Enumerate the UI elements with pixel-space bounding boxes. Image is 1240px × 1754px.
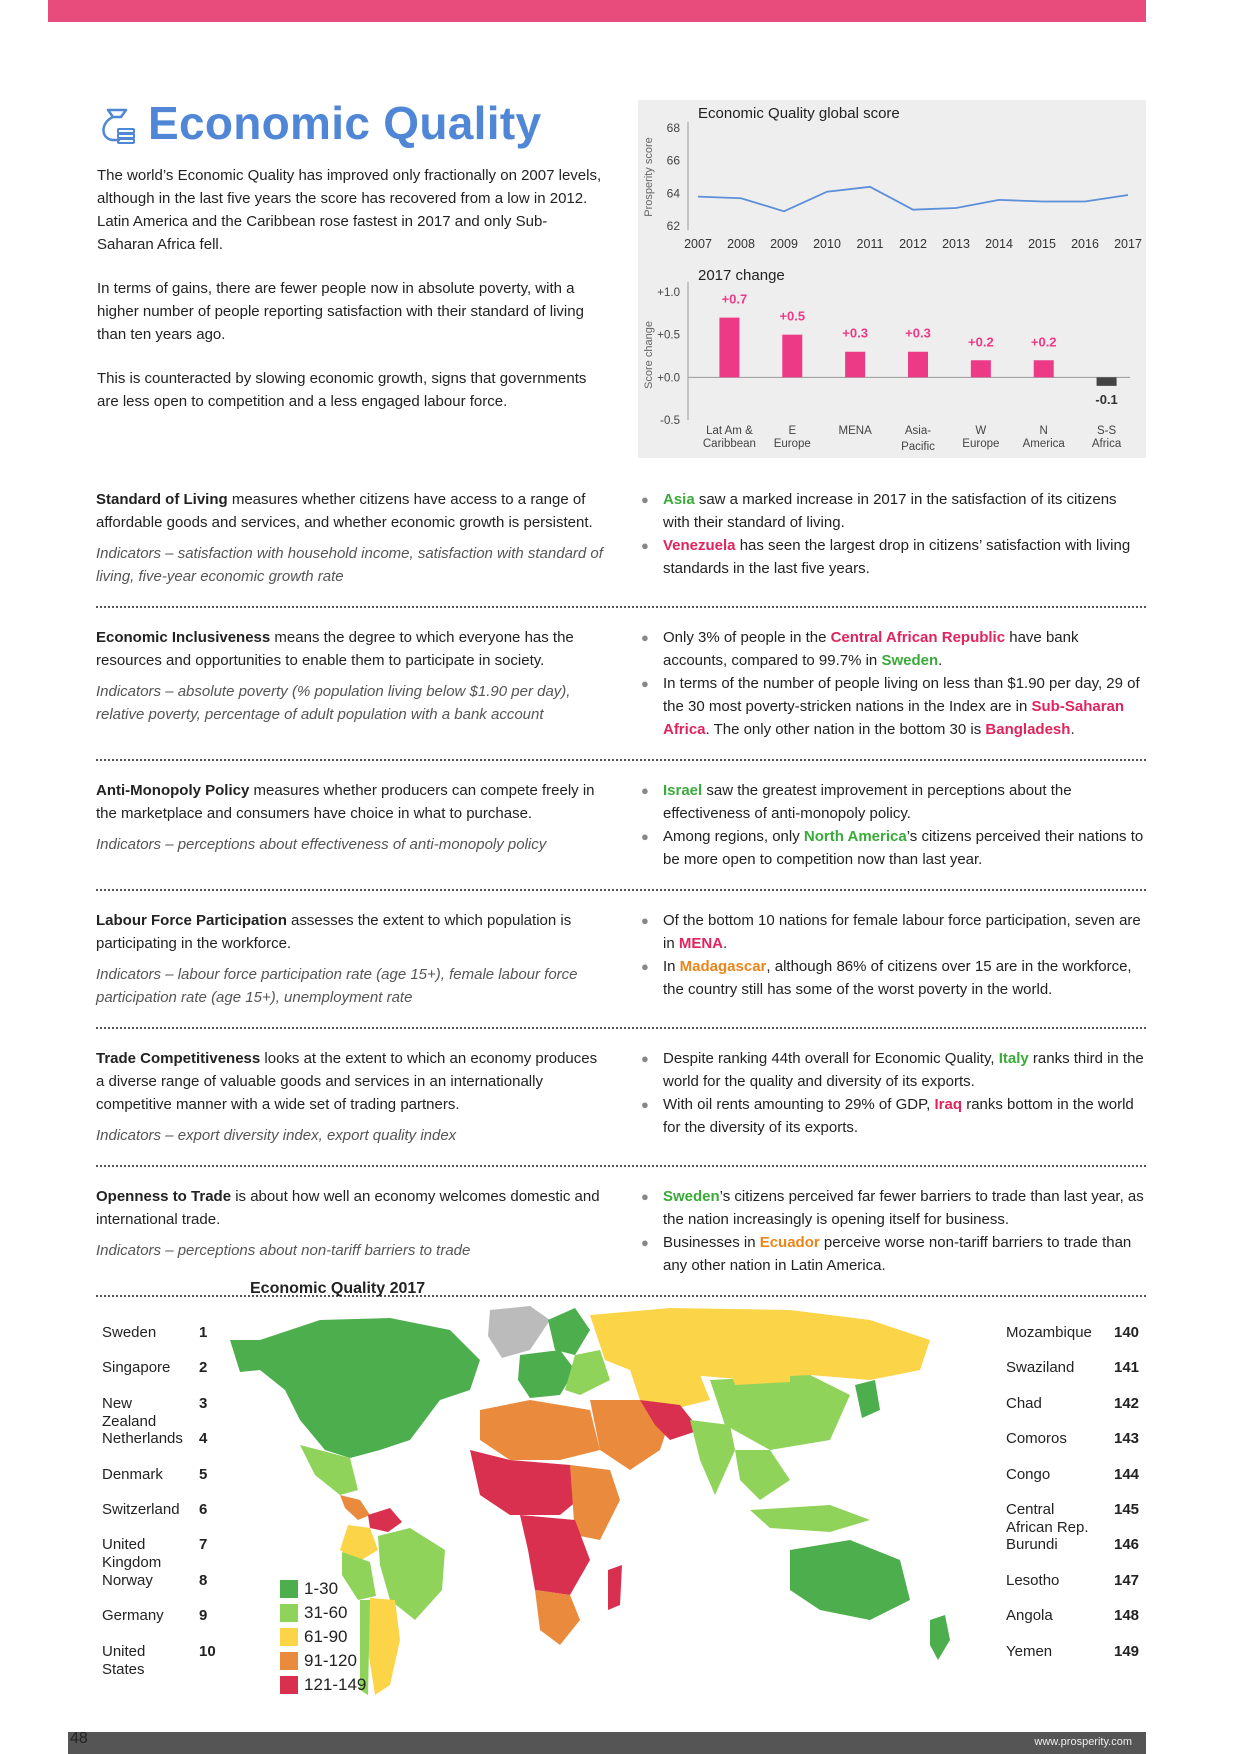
section-name: Anti-Monopoly Policy bbox=[96, 782, 250, 799]
ranking-row bbox=[1006, 1536, 1146, 1554]
bar-chart-category-label: Pacific bbox=[901, 441, 935, 453]
bullet-icon: ● bbox=[640, 538, 649, 553]
bar-chart-data-label: +0.5 bbox=[779, 308, 806, 324]
bullet-text bbox=[663, 825, 1146, 871]
legend-item bbox=[280, 1625, 390, 1649]
ranking-row bbox=[102, 1324, 222, 1342]
section-description bbox=[96, 909, 605, 1009]
money-bag-icon bbox=[96, 102, 138, 144]
legend-swatch bbox=[280, 1580, 298, 1598]
ranking-country: Mozambique bbox=[1006, 1324, 1092, 1341]
section-indicators: Indicators – perceptions about non-tariff barriers to trade bbox=[96, 1242, 471, 1259]
section-bullets bbox=[641, 626, 1146, 741]
bullet-rest: saw the greatest improvement in perceptions about the effectiveness of anti-monopoly policy. bbox=[662, 782, 1072, 822]
section-description bbox=[96, 488, 605, 588]
top-color-bar bbox=[48, 0, 1146, 22]
bar-chart-data-label: -0.1 bbox=[1095, 391, 1118, 407]
page-number: 48 bbox=[70, 1730, 88, 1747]
ranking-country: Congo bbox=[1006, 1465, 1051, 1483]
bullet-item bbox=[641, 1231, 1146, 1277]
intro-text bbox=[97, 164, 603, 434]
section-row bbox=[96, 1047, 1146, 1167]
line-chart-ytick: 64 bbox=[666, 186, 680, 201]
section-indicators: Indicators – absolute poverty (% population living below $1.90 per day), relative poverty, percentage of adult population with a bank account bbox=[96, 683, 571, 723]
bar-chart-bar bbox=[845, 352, 865, 378]
bullet-pre: In bbox=[662, 958, 680, 975]
section-text bbox=[96, 488, 605, 534]
bullet-rest: . bbox=[938, 652, 943, 669]
bar-chart-bar bbox=[1034, 360, 1054, 377]
bullet-text bbox=[663, 779, 1146, 825]
ranking-number: 7 bbox=[199, 1536, 208, 1554]
bullet-text bbox=[663, 909, 1146, 955]
legend-item bbox=[280, 1673, 390, 1697]
ranking-number: 141 bbox=[1114, 1359, 1140, 1377]
legend-label: 61-90 bbox=[304, 1627, 348, 1646]
bar-chart-category-label: Europe bbox=[773, 438, 811, 450]
bar-chart-bar bbox=[971, 360, 991, 377]
ranking-number: 140 bbox=[1114, 1324, 1140, 1341]
map-region-venezuela bbox=[368, 1508, 402, 1532]
section-bullets bbox=[641, 1185, 1146, 1277]
bullet-rest: ranks bottom in the world for the diversity of its exports. bbox=[662, 1096, 1134, 1136]
ranking-row bbox=[1006, 1466, 1146, 1484]
bullet-icon: ● bbox=[640, 829, 649, 844]
ranking-country: Central African Rep. bbox=[1006, 1501, 1089, 1536]
ranking-row bbox=[102, 1607, 222, 1625]
ranking-number: 146 bbox=[1114, 1536, 1140, 1554]
ranking-country: Germany bbox=[102, 1607, 164, 1625]
bullet-icon: ● bbox=[640, 1189, 649, 1204]
line-chart-ytick: 62 bbox=[666, 219, 680, 233]
bullet-item bbox=[641, 672, 1146, 741]
legend-swatch bbox=[280, 1604, 298, 1622]
bullet-icon: ● bbox=[640, 783, 649, 798]
bullet-highlight: Sub-Saharan Africa bbox=[662, 698, 1125, 738]
bar-chart-category-label: Africa bbox=[1091, 438, 1122, 450]
ranking-country: Norway bbox=[102, 1571, 153, 1589]
bullet-rest: , although 86% of citizens over 15 are in the workforce, the country still has some of the worst poverty in the world. bbox=[662, 958, 1132, 998]
bullet-text bbox=[663, 955, 1146, 1001]
ranking-number: 5 bbox=[199, 1465, 208, 1483]
ranking-number: 4 bbox=[199, 1430, 208, 1448]
bar-chart-ylabel: Score change bbox=[643, 321, 655, 389]
ranking-row bbox=[1006, 1572, 1146, 1590]
ranking-number: 10 bbox=[199, 1642, 216, 1660]
bullet-pre: Of the bottom 10 nations for female labour force participation, seven are in bbox=[662, 912, 1141, 952]
bar-chart-data-label: +0.2 bbox=[1030, 334, 1057, 350]
line-chart-xtick: 2011 bbox=[856, 237, 884, 251]
bullet-text bbox=[663, 1047, 1146, 1093]
legend-label: 1-30 bbox=[304, 1579, 339, 1598]
ranking-country: United Kingdom bbox=[102, 1536, 162, 1572]
section-indicators: Indicators – labour force participation rate (age 15+), female labour force participation rate (age 15+), unemployment rate bbox=[96, 966, 578, 1006]
ranking-row bbox=[102, 1643, 222, 1679]
ranking-country: United States bbox=[102, 1642, 146, 1678]
section-name: Openness to Trade bbox=[96, 1188, 232, 1205]
bullet-text bbox=[663, 672, 1146, 741]
bar-chart-bar bbox=[1097, 377, 1117, 386]
bullet-highlight: North America bbox=[803, 828, 907, 845]
bar-chart-category-label: America bbox=[1022, 438, 1065, 450]
map-region-western-europe bbox=[518, 1350, 575, 1398]
map-legend bbox=[280, 1577, 390, 1697]
bullet-icon: ● bbox=[640, 1097, 649, 1112]
bullet-highlight: Venezuela bbox=[662, 537, 736, 554]
map-region-mongolia bbox=[730, 1368, 790, 1385]
ranking-country: Yemen bbox=[1006, 1642, 1053, 1660]
line-chart-xtick: 2013 bbox=[942, 237, 970, 251]
section-text bbox=[96, 779, 605, 825]
bullet-text bbox=[663, 626, 1146, 672]
bar-chart-bar bbox=[719, 318, 739, 378]
legend-label: 91-120 bbox=[304, 1651, 357, 1670]
section-text bbox=[96, 626, 605, 672]
bullet-rest: ’s citizens perceived their nations to be more open to competition now than last year. bbox=[662, 828, 1144, 868]
section-bullets bbox=[641, 779, 1146, 871]
legend-item bbox=[280, 1649, 390, 1673]
bar-chart-category-label: W bbox=[975, 425, 987, 437]
legend-item bbox=[280, 1577, 390, 1601]
bar-chart-ytick: -0.5 bbox=[660, 415, 680, 427]
section-desc: is about how well an economy welcomes domestic and international trade. bbox=[96, 1188, 600, 1228]
line-chart-xtick: 2017 bbox=[1114, 237, 1142, 251]
bullet-rest: has seen the largest drop in citizens’ satisfaction with living standards in the last five years. bbox=[662, 537, 1131, 577]
sections-list bbox=[96, 488, 1146, 1315]
bullet-rest: ’s citizens perceived far fewer barriers to trade than last year, as the nation increasingly is opening itself for business. bbox=[662, 1188, 1144, 1228]
line-chart-xtick: 2012 bbox=[899, 237, 927, 251]
ranking-country: Comoros bbox=[1006, 1430, 1067, 1448]
line-chart-xtick: 2010 bbox=[813, 237, 841, 251]
ranking-number: 149 bbox=[1114, 1642, 1140, 1660]
section-description bbox=[96, 1047, 605, 1147]
section-bullets bbox=[641, 909, 1146, 1009]
map-region-scandinavia bbox=[548, 1308, 590, 1355]
section-name: Trade Competitiveness bbox=[96, 1050, 261, 1067]
section-row bbox=[96, 488, 1146, 608]
ranking-row bbox=[102, 1395, 222, 1431]
footer-url: www.prosperity.com bbox=[1034, 1736, 1132, 1748]
ranking-country: Angola bbox=[1006, 1607, 1053, 1625]
section-name: Economic Inclusiveness bbox=[96, 629, 271, 646]
ranking-number: 1 bbox=[199, 1324, 208, 1341]
section-desc: measures whether producers can compete freely in the marketplace and consumers have choice in what to purchase. bbox=[96, 782, 595, 822]
ranking-row bbox=[1006, 1324, 1146, 1342]
map-region-southeast-asia bbox=[735, 1450, 790, 1500]
ranking-row bbox=[102, 1466, 222, 1484]
section-indicators: Indicators – export diversity index, export quality index bbox=[96, 1127, 457, 1144]
ranking-row bbox=[102, 1572, 222, 1590]
bar-chart-category-label: Caribbean bbox=[702, 438, 756, 450]
bullet-rest: . bbox=[723, 935, 728, 952]
bullet-item bbox=[641, 534, 1146, 580]
legend-swatch bbox=[280, 1676, 298, 1694]
ranking-number: 9 bbox=[199, 1607, 208, 1625]
ranking-number: 6 bbox=[199, 1501, 208, 1518]
ranking-row bbox=[1006, 1359, 1146, 1377]
bar-chart-data-label: +0.2 bbox=[968, 334, 994, 350]
section-description bbox=[96, 626, 605, 741]
bullet-highlight: MENA bbox=[678, 935, 723, 952]
bullet-pre: In terms of the number of people living on less than $1.90 per day, 29 of the 30 most poverty-stricken nations in the Index are in bbox=[662, 675, 1140, 715]
bullet-icon: ● bbox=[640, 492, 649, 507]
section-desc: measures whether citizens have access to a range of affordable goods and services, and whether economic growth is persistent. bbox=[96, 491, 593, 531]
ranking-row bbox=[1006, 1607, 1146, 1625]
map-region-japan-korea bbox=[855, 1380, 880, 1418]
bullet-icon: ● bbox=[640, 1235, 649, 1250]
map-region-australia bbox=[790, 1540, 910, 1620]
bullet-pre: Only 3% of people in the bbox=[662, 629, 831, 646]
section-name: Labour Force Participation bbox=[96, 912, 287, 929]
ranking-country: Lesotho bbox=[1006, 1571, 1060, 1589]
line-chart-xtick: 2008 bbox=[727, 237, 755, 251]
bullet-pre: Businesses in bbox=[662, 1234, 760, 1251]
ranking-number: 8 bbox=[199, 1571, 208, 1589]
bullet-text bbox=[663, 488, 1146, 534]
line-chart-ylabel: Prosperity score bbox=[643, 137, 655, 217]
bullet-highlight: Israel bbox=[662, 782, 703, 799]
ranking-row bbox=[102, 1359, 222, 1377]
ranking-number: 144 bbox=[1114, 1465, 1140, 1483]
ranking-row bbox=[1006, 1395, 1146, 1413]
line-chart-ytick: 66 bbox=[666, 153, 680, 168]
bullet-rest: have bank accounts, compared to 99.7% in bbox=[662, 629, 1079, 669]
bullet-icon: ● bbox=[640, 913, 649, 928]
legend-label: 121-149 bbox=[304, 1675, 367, 1694]
bullet-rest: . The only other nation in the bottom 30 is bbox=[705, 721, 986, 738]
ranking-number: 2 bbox=[199, 1359, 208, 1377]
ranking-row bbox=[102, 1501, 222, 1519]
ranking-number: 147 bbox=[1114, 1571, 1140, 1589]
intro-paragraph: This is counteracted by slowing economic growth, signs that governments are less open to competition and a less engaged labour force. bbox=[97, 370, 587, 410]
charts-svg bbox=[638, 100, 1146, 458]
bullet-icon: ● bbox=[640, 630, 649, 645]
bar-chart-category-label: N bbox=[1039, 425, 1048, 437]
chart-panel bbox=[638, 100, 1146, 458]
ranking-country: Chad bbox=[1006, 1394, 1042, 1412]
legend-swatch bbox=[280, 1652, 298, 1670]
top-ranking-list bbox=[102, 1324, 222, 1724]
bullet-highlight: Sweden bbox=[881, 652, 939, 669]
line-chart-xtick: 2014 bbox=[985, 237, 1013, 251]
line-chart-series bbox=[698, 187, 1128, 212]
ranking-number: 3 bbox=[199, 1394, 208, 1412]
bottom-ranking-list bbox=[1006, 1324, 1146, 1724]
line-chart-xtick: 2016 bbox=[1071, 237, 1099, 251]
bullet-rest: ranks third in the world for the quality and diversity of its exports. bbox=[662, 1050, 1144, 1090]
bullet-item bbox=[641, 955, 1146, 1001]
legend-item bbox=[280, 1601, 390, 1625]
title-block bbox=[96, 96, 541, 150]
bullet-icon: ● bbox=[640, 676, 649, 691]
bar-chart-category-label: Asia- bbox=[904, 425, 932, 437]
section-desc: assesses the extent to which population is participating in the workforce. bbox=[96, 912, 572, 952]
bar-chart-ytick: +1.0 bbox=[657, 287, 680, 299]
ranking-row bbox=[102, 1536, 222, 1572]
section-text bbox=[96, 1047, 605, 1116]
bullet-rest: . bbox=[1070, 721, 1075, 738]
legend-swatch bbox=[280, 1628, 298, 1646]
intro-paragraph: The world’s Economic Quality has improved only fractionally on 2007 levels, although in the last five years the score has recovered from a low in 2012. Latin America and the Caribbean rose fastest in 2017 and only Sub-Saharan Africa fell. bbox=[97, 167, 602, 253]
ranking-country: Switzerland bbox=[102, 1501, 180, 1518]
section-indicators: Indicators – satisfaction with household income, satisfaction with standard of living, five-year economic growth rate bbox=[96, 545, 603, 585]
bar-chart-bar bbox=[782, 335, 802, 378]
section-row bbox=[96, 909, 1146, 1029]
map-region-north-africa bbox=[480, 1400, 600, 1460]
bullet-item bbox=[641, 1047, 1146, 1093]
ranking-row bbox=[1006, 1430, 1146, 1448]
section-bullets bbox=[641, 488, 1146, 588]
bullet-text bbox=[663, 1231, 1146, 1277]
bullet-rest: perceive worse non-tariff barriers to trade than any other nation in Latin America. bbox=[662, 1234, 1132, 1274]
footer-bar bbox=[68, 1732, 1146, 1754]
bar-chart-category-label: Europe bbox=[962, 438, 1000, 450]
bullet-highlight: Ecuador bbox=[759, 1234, 820, 1251]
bullet-pre: Despite ranking 44th overall for Economic Quality, bbox=[662, 1050, 999, 1067]
map-region-madagascar bbox=[608, 1565, 622, 1610]
bullet-highlight: Iraq bbox=[934, 1096, 963, 1113]
bullet-rest: saw a marked increase in 2017 in the satisfaction of its citizens with their standard of living. bbox=[662, 491, 1117, 531]
ranking-number: 142 bbox=[1114, 1394, 1140, 1412]
bar-chart-data-label: +0.7 bbox=[721, 291, 748, 307]
section-bullets bbox=[641, 1047, 1146, 1147]
bar-chart-category-label: S-S bbox=[1096, 425, 1117, 437]
ranking-country: New Zealand bbox=[102, 1394, 157, 1430]
bullet-text bbox=[663, 534, 1146, 580]
map-region-southern-africa bbox=[535, 1590, 580, 1645]
section-row bbox=[96, 626, 1146, 761]
section-description bbox=[96, 779, 605, 871]
section-name: Standard of Living bbox=[96, 491, 228, 508]
section-text bbox=[96, 909, 605, 955]
bar-chart-category-label: Lat Am & bbox=[706, 425, 753, 437]
bullet-highlight: Sweden bbox=[662, 1188, 720, 1205]
map-region-eastern-europe bbox=[565, 1350, 610, 1395]
line-chart-ytick: 68 bbox=[666, 121, 680, 135]
bullet-text bbox=[663, 1185, 1146, 1231]
intro-paragraph: In terms of gains, there are fewer people now in absolute poverty, with a higher number of people reporting satisfaction with their standard of living than ten years ago. bbox=[97, 280, 584, 343]
section-row bbox=[96, 779, 1146, 891]
bullet-item bbox=[641, 909, 1146, 955]
map-region-greenland bbox=[488, 1306, 550, 1358]
ranking-country: Denmark bbox=[102, 1465, 163, 1483]
map-region-india bbox=[690, 1420, 735, 1495]
bullet-highlight: Italy bbox=[998, 1050, 1029, 1067]
bullet-item bbox=[641, 825, 1146, 871]
map-region-indonesia bbox=[750, 1505, 870, 1532]
ranking-country: Swaziland bbox=[1006, 1359, 1075, 1377]
section-desc: means the degree to which everyone has the resources and opportunities to enable them to participate in society. bbox=[96, 629, 574, 669]
bullet-pre: Among regions, only bbox=[662, 828, 804, 845]
ranking-number: 148 bbox=[1114, 1607, 1140, 1625]
line-chart-xtick: 2007 bbox=[684, 237, 712, 251]
ranking-row bbox=[102, 1430, 222, 1448]
bar-chart-category-label: E bbox=[788, 425, 797, 437]
section-description bbox=[96, 1185, 605, 1277]
bullet-highlight: Asia bbox=[662, 491, 695, 508]
legend-label: 31-60 bbox=[304, 1603, 348, 1622]
bar-chart-data-label: +0.3 bbox=[905, 325, 931, 341]
ranking-row bbox=[1006, 1501, 1146, 1537]
bar-chart-ytick: +0.5 bbox=[657, 329, 680, 342]
page-title: Economic Quality bbox=[148, 97, 542, 149]
bar-chart-ytick: +0.0 bbox=[657, 372, 680, 385]
section-desc: looks at the extent to which an economy produces a diverse range of valuable goods and services in an internationally competitive manner with a wide set of trading partners. bbox=[96, 1050, 598, 1113]
bullet-item bbox=[641, 1093, 1146, 1139]
line-chart-xtick: 2009 bbox=[770, 237, 798, 251]
bullet-pre: With oil rents amounting to 29% of GDP, bbox=[662, 1096, 935, 1113]
bullet-highlight: Central African Republic bbox=[830, 629, 1006, 646]
ranking-number: 143 bbox=[1114, 1430, 1140, 1448]
map-title: Economic Quality 2017 bbox=[250, 1280, 426, 1297]
bullet-item bbox=[641, 779, 1146, 825]
bar-chart-bar bbox=[908, 352, 928, 378]
bar-chart-data-label: +0.3 bbox=[842, 325, 868, 341]
bullet-icon: ● bbox=[640, 959, 649, 974]
line-chart-title: Economic Quality global score bbox=[698, 105, 900, 122]
ranking-row bbox=[1006, 1643, 1146, 1661]
bullet-highlight: Bangladesh bbox=[985, 721, 1071, 738]
map-region-north-america bbox=[260, 1318, 480, 1458]
section-indicators: Indicators – perceptions about effectiveness of anti-monopoly policy bbox=[96, 836, 547, 853]
map-region-central-america bbox=[340, 1495, 370, 1520]
bar-chart-category-label: MENA bbox=[838, 425, 872, 437]
bullet-icon: ● bbox=[640, 1051, 649, 1066]
map-region-new-zealand bbox=[930, 1615, 950, 1660]
ranking-number: 145 bbox=[1114, 1501, 1140, 1518]
bullet-item bbox=[641, 626, 1146, 672]
ranking-country: Sweden bbox=[102, 1324, 157, 1341]
section-text bbox=[96, 1185, 605, 1231]
bullet-text bbox=[663, 1093, 1146, 1139]
ranking-country: Burundi bbox=[1006, 1536, 1058, 1554]
bullet-item bbox=[641, 488, 1146, 534]
bar-chart-title: 2017 change bbox=[698, 267, 785, 284]
map-region-alaska bbox=[230, 1340, 260, 1372]
ranking-country: Netherlands bbox=[102, 1430, 183, 1448]
line-chart-xtick: 2015 bbox=[1028, 237, 1056, 251]
bullet-highlight: Madagascar bbox=[679, 958, 767, 975]
ranking-country: Singapore bbox=[102, 1359, 171, 1377]
bullet-item bbox=[641, 1185, 1146, 1231]
